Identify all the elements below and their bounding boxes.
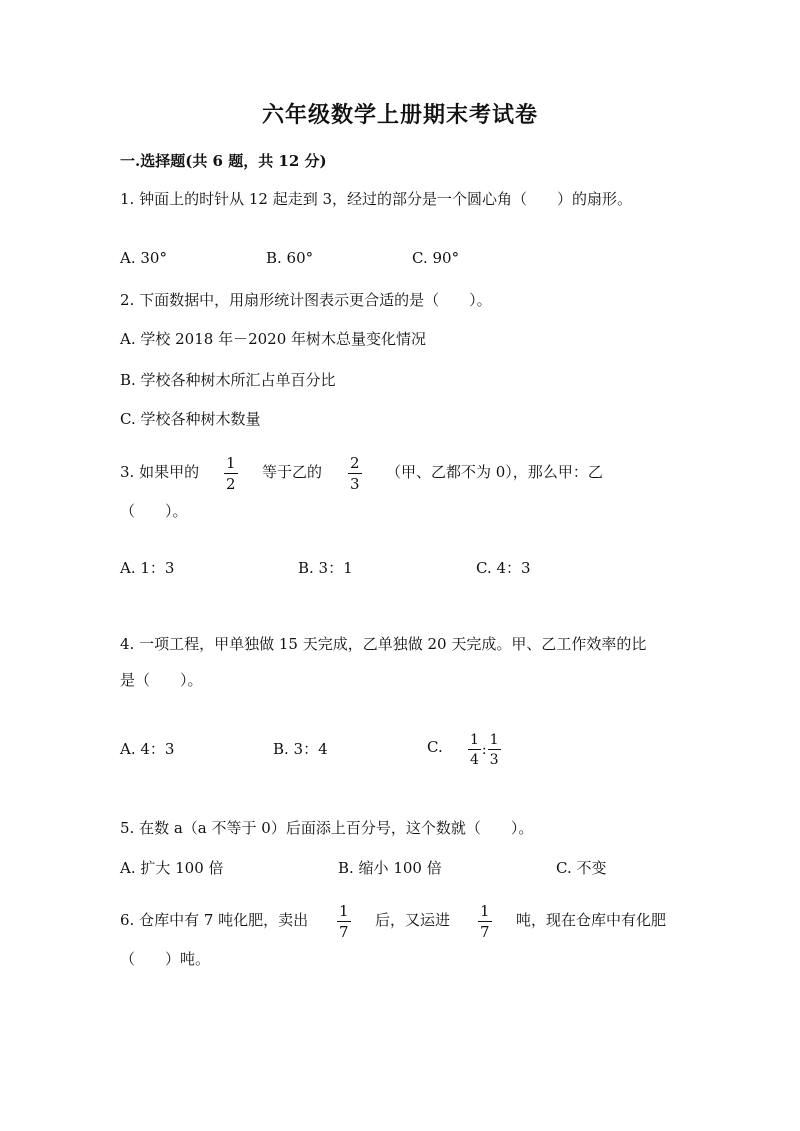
question-4-option-a: A. 4：3: [120, 740, 175, 758]
question-4-stem-part-a: 4. 一项工程，甲单独做 15 天完成，乙单独做 20 天完成。甲、乙工作效率的比: [120, 635, 647, 653]
question-3-stem-part-a: 3. 如果甲的: [120, 463, 200, 481]
fraction-denominator: 4: [470, 752, 479, 768]
question-5-option-a: A. 扩大 100 倍: [120, 859, 224, 877]
question-6-stem-part-b: 后，又运进: [375, 911, 451, 929]
question-1-option-b: B. 60°: [266, 249, 314, 267]
question-3-option-c: C. 4：3: [476, 559, 531, 577]
question-5-option-b: B. 缩小 100 倍: [338, 859, 442, 877]
fraction-numerator: 1: [489, 732, 499, 748]
fraction-denominator: 7: [339, 923, 349, 941]
question-2-option-c: C. 学校各种树木数量: [120, 410, 261, 428]
question-6-fraction-one-seventh-sold: [337, 904, 351, 940]
question-2-stem: 2. 下面数据中，用扇形统计图表示更合适的是（ ）。: [120, 291, 492, 309]
question-3-stem-part-d: （ ）。: [120, 502, 188, 520]
question-4-option-c-ratio: [468, 733, 501, 767]
ratio-fraction-one-quarter: [468, 733, 481, 767]
fraction-numerator: 1: [470, 732, 479, 748]
question-1-option-a: A. 30°: [120, 249, 167, 267]
fraction-numerator: 1: [339, 902, 349, 920]
question-6-fraction-one-seventh-added: [478, 904, 492, 940]
fraction-denominator: 3: [489, 752, 499, 768]
fraction-numerator: 1: [480, 902, 490, 920]
question-6-stem-part-c: 吨，现在仓库中有化肥: [516, 911, 667, 929]
question-4-option-c-label: C.: [427, 738, 443, 756]
question-1-option-c: C. 90°: [412, 249, 460, 267]
question-6-stem-part-a: 6. 仓库中有 7 吨化肥，卖出: [120, 911, 309, 929]
fraction-numerator: 2: [350, 454, 360, 472]
question-1-stem: 1. 钟面上的时针从 12 起走到 3，经过的部分是一个圆心角（ ）的扇形。: [120, 190, 633, 208]
question-3-fraction-two-thirds: [348, 456, 362, 492]
fraction-denominator: 7: [480, 923, 490, 941]
question-5-option-c: C. 不变: [556, 859, 607, 877]
question-3-stem-part-b: 等于乙的: [262, 463, 323, 481]
question-3-fraction-one-half: [224, 456, 238, 492]
section-heading: 一.选择题(共 6 题，共 12 分): [120, 152, 327, 170]
question-4-stem-part-b: 是（ ）。: [120, 671, 203, 689]
question-3-option-b: B. 3：1: [298, 559, 353, 577]
question-4-option-b: B. 3：4: [273, 740, 328, 758]
question-2-option-a: A. 学校 2018 年－2020 年树木总量变化情况: [120, 330, 427, 348]
question-6-stem-part-d: （ ）吨。: [120, 950, 211, 968]
fraction-numerator: 1: [226, 454, 236, 472]
ratio-colon: :: [481, 742, 487, 758]
question-3-option-a: A. 1：3: [120, 559, 175, 577]
question-5-stem: 5. 在数 a（a 不等于 0）后面添上百分号，这个数就（ ）。: [120, 819, 534, 837]
fraction-denominator: 2: [226, 475, 236, 493]
ratio-fraction-one-third: [488, 733, 501, 767]
question-2-option-b: B. 学校各种树木所汇占单百分比: [120, 371, 336, 389]
fraction-denominator: 3: [350, 475, 360, 493]
question-3-stem-part-c: （甲、乙都不为 0），那么甲：乙: [386, 463, 603, 481]
page-title: 六年级数学上册期末考试卷: [261, 102, 538, 128]
